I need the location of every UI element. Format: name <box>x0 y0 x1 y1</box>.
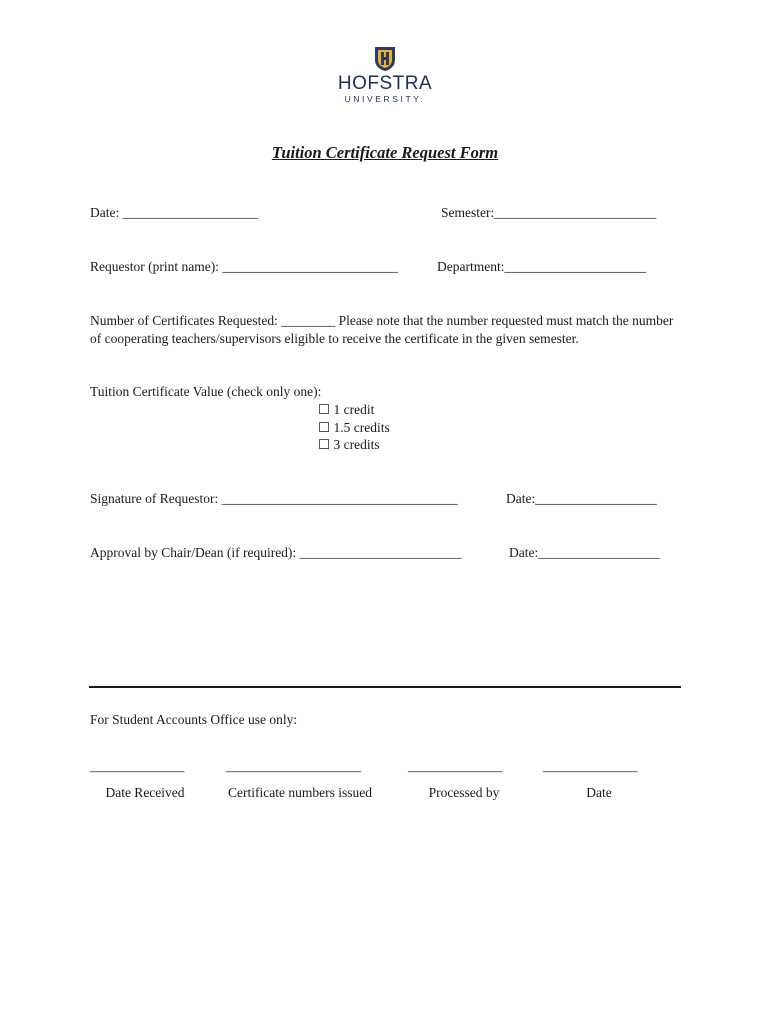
hofstra-logo <box>336 46 434 108</box>
approval-field[interactable]: Approval by Chair/Dean (if required): ________________________ <box>90 545 462 560</box>
logo-subtitle: UNIVERSITY. <box>344 94 426 104</box>
department-field[interactable]: Department:_____________________ <box>437 259 647 274</box>
date-field[interactable]: Date: ____________________ <box>90 205 258 220</box>
approval-date-field[interactable]: Date:__________________ <box>509 545 660 560</box>
form-title: Tuition Certificate Request Form <box>271 143 499 162</box>
date-received-label: Date Received <box>105 785 185 800</box>
semester-field[interactable]: Semester:________________________ <box>441 205 657 220</box>
option-3-credits[interactable]: ☐ 3 credits <box>318 437 380 452</box>
certificate-numbers-label: Certificate numbers issued <box>228 785 372 800</box>
requestor-name-field[interactable]: Requestor (print name): __________________________ <box>90 259 398 274</box>
processed-by-label: Processed by <box>428 785 500 800</box>
signature-field[interactable]: Signature of Requestor: ___________________________________ <box>90 491 458 506</box>
office-date-label: Date <box>586 785 612 800</box>
certificates-requested-paragraph[interactable]: Number of Certificates Requested: ________ Please note that the number requested must match the number of cooperating teachers/supervisors eligible to receive the certificate in the given semester. <box>90 313 674 346</box>
section-divider <box>89 686 681 688</box>
shield-icon <box>374 46 396 72</box>
signature-date-field[interactable]: Date:__________________ <box>506 491 657 506</box>
option-1-credit[interactable]: ☐ 1 credit <box>318 402 375 417</box>
office-date-line[interactable]: ——————— <box>543 763 638 778</box>
option-1-5-credits[interactable]: ☐ 1.5 credits <box>318 420 390 435</box>
certificate-numbers-line[interactable]: —————————— <box>226 763 361 778</box>
date-received-line[interactable]: ——————— <box>90 763 185 778</box>
certificate-value-label: Tuition Certificate Value (check only one): <box>90 384 322 399</box>
office-use-heading: For Student Accounts Office use only: <box>90 712 298 727</box>
logo-name: HOFSTRA <box>337 73 433 94</box>
processed-by-line[interactable]: ——————— <box>408 763 503 778</box>
